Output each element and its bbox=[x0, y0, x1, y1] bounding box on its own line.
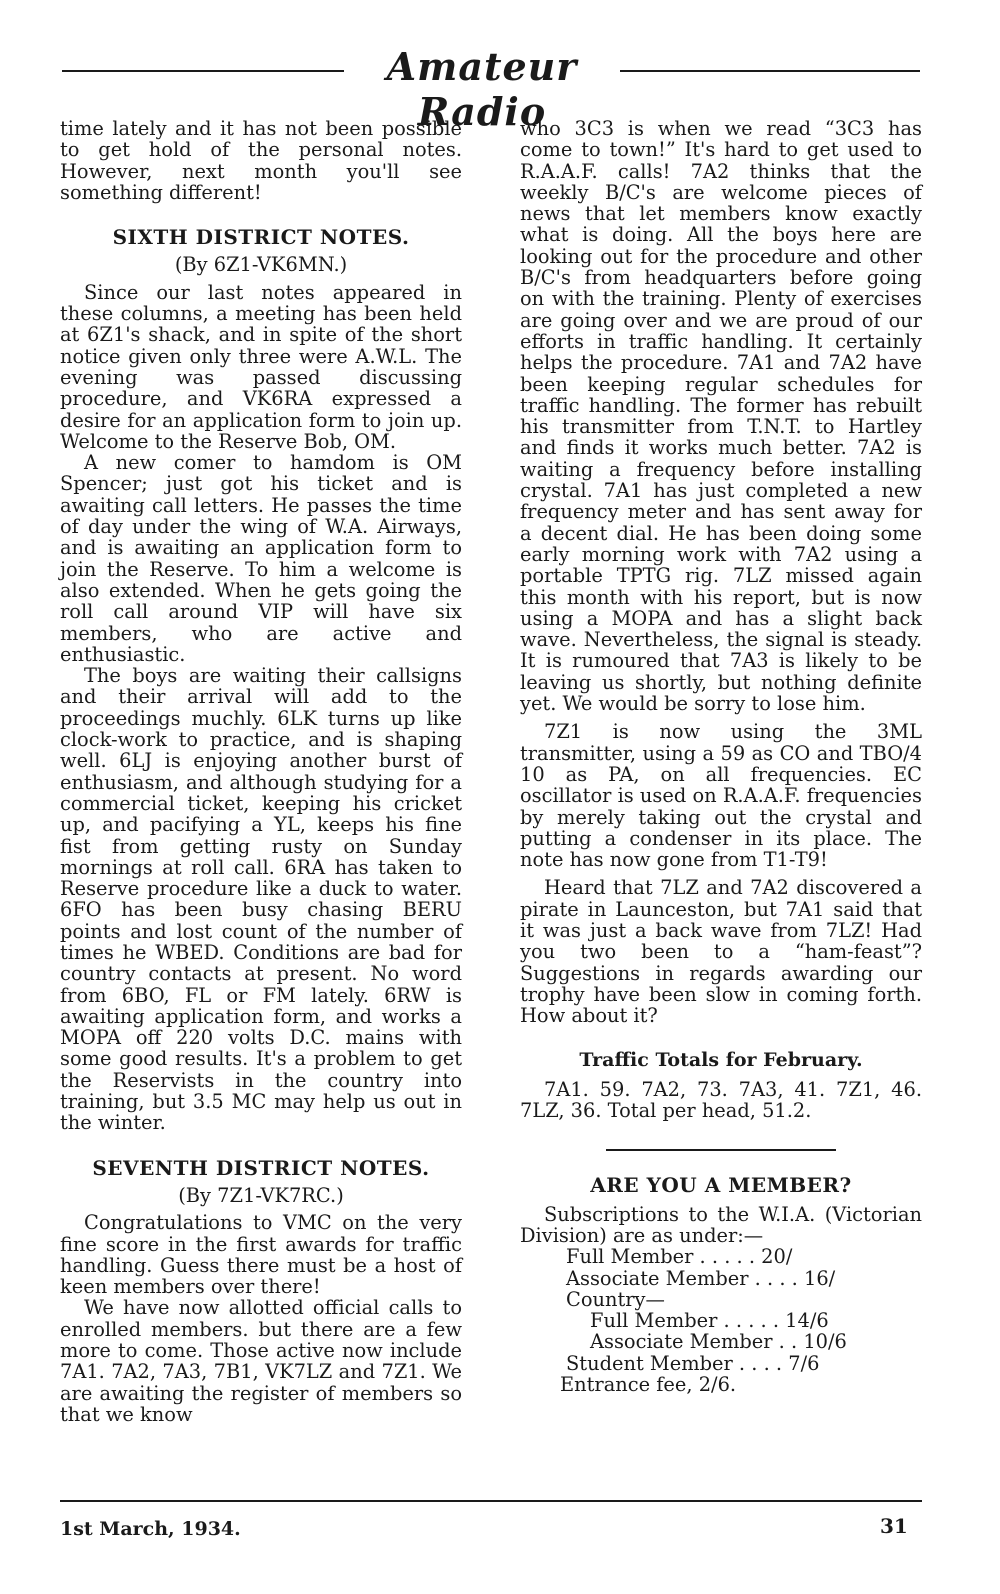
seventh-paragraph-2: We have now allotted official calls to enrolled members. but there are a few more to come. Those active now include 7A1. 7A2, 7A3, 7B1, VK7LZ and 7Z1. We are awaiting the register of members so that we know bbox=[60, 1296, 462, 1426]
masthead-rule-right bbox=[620, 70, 920, 72]
seventh-district-byline: (By 7Z1-VK7RC.) bbox=[178, 1183, 344, 1207]
subscription-row: Full Member . . . . . 14/6 bbox=[590, 1309, 829, 1333]
subscription-row: Associate Member . . 10/6 bbox=[590, 1330, 847, 1354]
right-column bbox=[520, 118, 922, 1395]
right-paragraph-1: who 3C3 is when we read “3C3 has come to town!” It's hard to get used to R.A.A.F. calls! 7A2 thinks that the weekly B/C's are welcome pieces of news that let members know exactly what is doing. All the boys here are looking out for the procedure and other B/C's from headquarters before going on with the training. Plenty of exercises are going over and we are proud of our efforts in traffic handling. It certainly helps the procedure. 7A1 and 7A2 have been keeping regular schedules for traffic handling. The former has rebuilt his transmitter from T.N.T. to Hartley and finds it works much better. 7A2 is waiting a frequency before installing crystal. 7A1 has just completed a new frequency meter and has sent away for a decent dial. He has been doing some early morning work with 7A2 using a portable TPTG rig. 7LZ missed again this month with his report, but is now using a MOPA and has a slight back wave. Nevertheless, the signal is steady. It is rumoured that 7A3 is likely to be leaving us shortly, but nothing definite yet. We would be sorry to lose him. bbox=[520, 117, 922, 716]
seventh-paragraph-1: Congratulations to VMC on the very fine score in the first awards for traffic handling. Guess there must be a host of keen members over there! bbox=[60, 1211, 462, 1299]
page-number: 31 bbox=[880, 1514, 908, 1538]
traffic-totals-heading: Traffic Totals for February. bbox=[579, 1049, 863, 1072]
masthead-rule-left bbox=[62, 70, 344, 72]
sixth-district-byline: (By 6Z1-VK6MN.) bbox=[174, 253, 348, 277]
traffic-totals-text: 7A1. 59. 7A2, 73. 7A3, 41. 7Z1, 46. 7LZ, 36. Total per head, 51.2. bbox=[520, 1077, 922, 1123]
member-intro: Subscriptions to the W.I.A. (Victorian Division) are as under:— bbox=[520, 1202, 922, 1247]
subscription-row: Full Member . . . . . 20/ bbox=[566, 1245, 793, 1269]
sixth-paragraph-2: A new comer to hamdom is OM Spencer; just got his ticket and is awaiting call letters. He passes the time of day under the wing of W.A. Airways, and is awaiting an application form to join the Reserve. To him a welcome is also extended. When he gets going the roll call around VIP will have six members, who are active and enthusiastic. bbox=[60, 451, 462, 666]
right-paragraph-3: Heard that 7LZ and 7A2 discovered a pirate in Launceston, but 7A1 said that it was just a back wave from 7LZ! Had you two been to a “ham-feast”? Suggestions in regards awarding our trophy have been slow in coming forth. How about it? bbox=[520, 876, 922, 1028]
sixth-paragraph-1: Since our last notes appeared in these columns, a meeting has been held at 6Z1's shack, and in spite of the short notice given only three were A.W.L. The evening was passed discussing procedure, and VK6RA expressed a desire for an application form to join up. Welcome to the Reserve Bob, OM. bbox=[60, 280, 462, 453]
footer-rule bbox=[60, 1500, 922, 1502]
subscription-row: Student Member . . . . 7/6 bbox=[566, 1351, 820, 1375]
intro-paragraph: time lately and it has not been possible to get hold of the personal notes. However, next month you'll see something different! bbox=[60, 117, 462, 204]
masthead bbox=[62, 44, 920, 134]
seventh-district-heading: SEVENTH DISTRICT NOTES. bbox=[92, 1155, 430, 1180]
entrance-fee: Entrance fee, 2/6. bbox=[560, 1373, 737, 1397]
sixth-district-heading: SIXTH DISTRICT NOTES. bbox=[112, 225, 410, 250]
subscription-row: Associate Member . . . . 16/ bbox=[566, 1266, 836, 1290]
right-paragraph-2: 7Z1 is now using the 3ML transmitter, using a 59 as CO and TBO/4 10 as PA, on all frequencies. EC oscillator is used on R.A.A.F. frequencies by merely taking out the crystal and putting a condenser in its place. The note has now gone from T1-T9! bbox=[520, 720, 922, 872]
sixth-paragraph-3: The boys are waiting their callsigns and their arrival will add to the proceedings muchly. 6LK turns up like clock-work to practice, and is shaping well. 6LJ is enjoying another burst of enthusiasm, and although studying for a commercial ticket, keeping his cricket up, and pacifying a YL, keeps his fine fist from getting rusty on Sunday mornings at roll call. 6RA has taken to Reserve procedure like a duck to water. 6FO has been busy chasing BERU points and lost count of the number of times he WBED. Conditions are bad for country contacts at present. No word from 6BO, FL or FM lately. 6RW is awaiting application form, and works a MOPA off 220 volts D.C. mains with some good results. It's a problem to get the Reservists in the country into training, but 3.5 MC may help us out in the winter. bbox=[60, 664, 462, 1135]
subscription-row: Country— bbox=[566, 1287, 665, 1311]
footer-date: 1st March, 1934. bbox=[60, 1518, 241, 1540]
section-divider bbox=[606, 1149, 836, 1151]
subscriptions-table bbox=[566, 1246, 922, 1374]
masthead-title: Amateur Radio bbox=[386, 44, 578, 134]
member-heading: ARE YOU A MEMBER? bbox=[590, 1173, 852, 1198]
left-column bbox=[60, 118, 462, 1425]
